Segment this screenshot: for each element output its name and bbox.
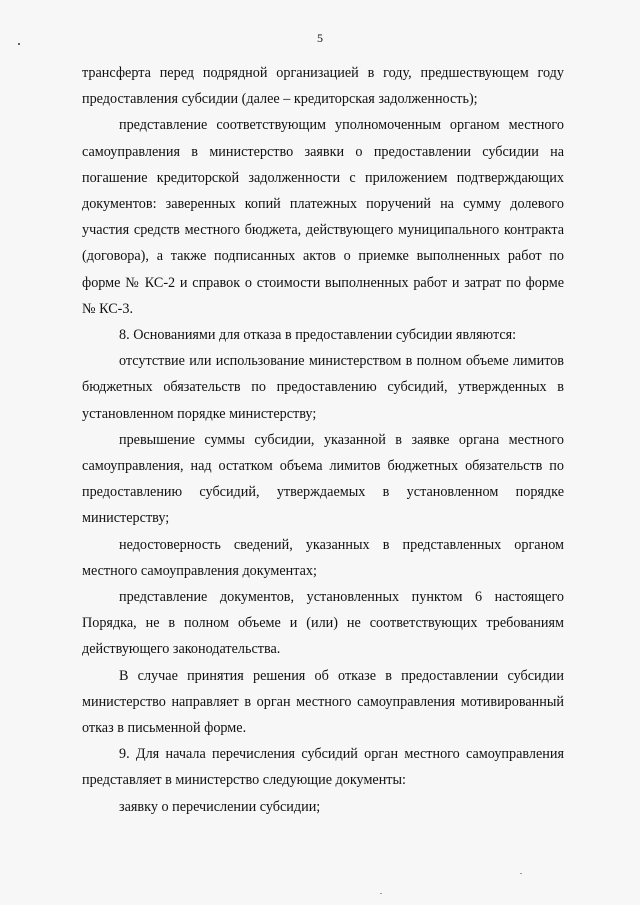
paragraph-refusal-ground-2: превышение суммы субсидии, указанной в заявке органа местного самоуправления, над остатком объема лимитов бюджетных обязательств по предоставлению субсидий, утверждаемых в установленном порядке министерству; (82, 431, 564, 527)
document-body (82, 60, 564, 820)
paragraph-transfer-request: заявку о перечислении субсидии; (119, 798, 321, 815)
scan-speck (520, 873, 522, 874)
scan-speck (380, 893, 382, 894)
paragraph-application-submission: представление соответствующим уполномоченным органом местного самоуправления в министерство заявки о предоставлении субсидии на погашение кредиторской задолженности с приложением подтверждающих документов: заверенных копий платежных поручений на сумму долевого участия средств местного бюджета, действующего муниципального контракта (договора), а также подписанных актов о приемке выполненных работ по форме № КС-2 и справок о стоимости выполненных работ и затрат по форме № КС-3. (82, 117, 564, 317)
paragraph-refusal-ground-3: недостоверность сведений, указанных в представленных органом местного самоуправления документах; (82, 536, 564, 579)
paragraph-refusal-ground-1: отсутствие или использование министерством в полном объеме лимитов бюджетных обязательств по предоставлению субсидий, утвержденных в установленном порядке министерству; (82, 353, 564, 422)
paragraph-section-9: 9. Для начала перечисления субсидий орган местного самоуправления представляет в министерство следующие документы: (82, 746, 564, 789)
paragraph-continuation: трансферта перед подрядной организацией в году, предшествующем году предоставления субсидии (далее – кредиторская задолженность); (82, 65, 564, 108)
paragraph-section-8-heading: 8. Основаниями для отказа в предоставлении субсидии являются: (119, 327, 517, 344)
page-number: 5 (317, 31, 323, 45)
paragraph-refusal-notice: В случае принятия решения об отказе в предоставлении субсидии министерство направляет в орган местного самоуправления мотивированный отказ в письменной форме. (82, 667, 564, 737)
paragraph-refusal-ground-4: представление документов, установленных пунктом 6 настоящего Порядка, не в полном объеме и (или) не соответствующих требованиям действующего законодательства. (82, 589, 564, 658)
